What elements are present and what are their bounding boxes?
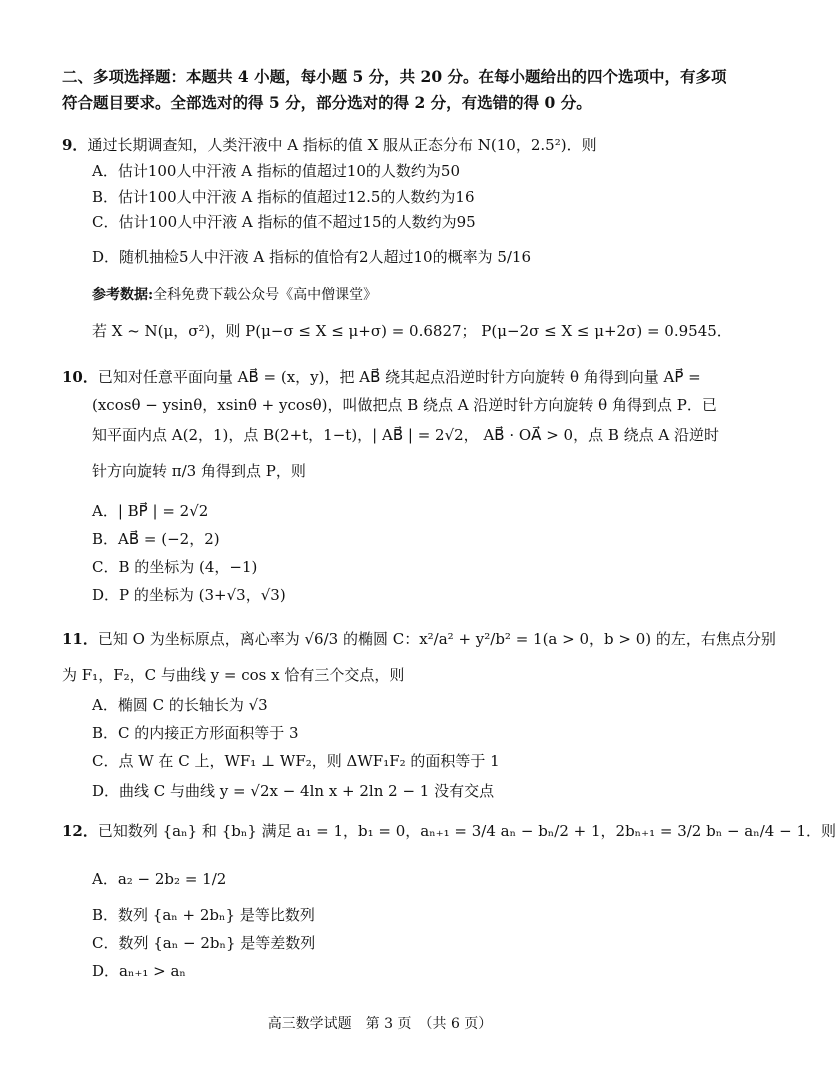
question-12-option-c: C．数列 {aₙ − 2bₙ} 是等差数列	[92, 934, 316, 952]
question-11-option-c: C．点 W 在 C 上，WF₁ ⊥ WF₂，则 ΔWF₁F₂ 的面积等于 1	[92, 752, 500, 770]
question-9-number: 9．	[62, 136, 88, 154]
question-10-stem-line2: (xcosθ − ysinθ，xsinθ + ycosθ)，叫做把点 B 绕点 A 沿逆时针方向旋转 θ 角得到点 P．已	[92, 396, 717, 414]
question-9-reference	[92, 284, 377, 306]
question-12-option-b: B．数列 {aₙ + 2bₙ} 是等比数列	[92, 906, 315, 924]
section-header-line1: 二、多项选择题：本题共 4 小题，每小题 5 分，共 20 分。在每小题给出的四个选项中，有多项	[62, 67, 727, 86]
question-9-option-b: B．估计100人中汗液 A 指标的值超过12.5的人数约为16	[92, 188, 475, 206]
question-9-option-c: C．估计100人中汗液 A 指标的值不超过15的人数约为95	[92, 213, 476, 231]
question-9-stem	[62, 134, 597, 156]
question-11-number: 11．	[62, 630, 98, 648]
question-9-reference-formula: 若 X ~ N(μ，σ²)，则 P(μ−σ ≤ X ≤ μ+σ) = 0.6827； P(μ−2σ ≤ X ≤ μ+2σ) = 0.9545．	[92, 322, 732, 340]
question-12-text: 已知数列 {aₙ} 和 {bₙ} 满足 a₁ = 1，b₁ = 0，aₙ₊₁ = 3/4 aₙ − bₙ/2 + 1，2bₙ₊₁ = 3/2 bₙ − aₙ/4 − 1．则	[97, 822, 836, 840]
question-10-option-b: B．AB⃗ = (−2，2)	[92, 530, 220, 548]
question-12-option-a: A．a₂ − 2b₂ = 1/2	[92, 870, 227, 888]
question-11-text-line1: 已知 O 为坐标原点，离心率为 √6/3 的椭圆 C：x²/a² + y²/b² = 1(a > 0，b > 0) 的左，右焦点分别	[97, 630, 776, 648]
question-9-text: 通过长期调查知，人类汗液中 A 指标的值 X 服从正态分布 N(10，2.5²)．则	[87, 136, 597, 154]
question-10-stem-line3: 知平面内点 A(2，1)，点 B(2+t，1−t)，| AB⃗ | = 2√2， AB⃗ · OA⃗ > 0，点 B 绕点 A 沿逆时	[92, 426, 720, 444]
question-10-text-line1: 已知对任意平面向量 AB⃗ = (x，y)，把 AB⃗ 绕其起点沿逆时针方向旋转 θ 角得到向量 AP⃗ =	[97, 368, 701, 386]
question-11-option-b: B．C 的内接正方形面积等于 3	[92, 724, 299, 742]
question-11-option-d: D．曲线 C 与曲线 y = √2x − 4ln x + 2ln 2 − 1 没有交点	[92, 782, 495, 800]
question-10-option-d: D．P 的坐标为 (3+√3，√3)	[92, 586, 286, 604]
question-11-stem-line1	[62, 628, 776, 650]
question-10-number: 10．	[62, 368, 98, 386]
section-header-line2: 符合题目要求。全部选对的得 5 分，部分选对的得 2 分，有选错的得 0 分。	[62, 93, 592, 112]
page-footer: 高三数学试题 第 3 页 （共 6 页）	[267, 1016, 493, 1032]
question-10-option-c: C．B 的坐标为 (4，−1)	[92, 558, 258, 576]
reference-label: 参考数据:	[92, 287, 154, 303]
question-11-stem-line2: 为 F₁，F₂，C 与曲线 y = cos x 恰有三个交点，则	[62, 666, 405, 684]
question-12-number: 12．	[62, 822, 98, 840]
question-12-stem	[62, 820, 836, 842]
question-10-stem-line4: 针方向旋转 π/3 角得到点 P，则	[92, 462, 306, 480]
question-12-option-d: D．aₙ₊₁ > aₙ	[92, 962, 186, 980]
question-11-option-a: A．椭圆 C 的长轴长为 √3	[92, 696, 268, 714]
question-9-option-d: D．随机抽检5人中汗液 A 指标的值恰有2人超过10的概率为 5/16	[92, 248, 532, 266]
question-10-stem-line1	[62, 366, 701, 388]
question-10-option-a: A．| BP⃗ | = 2√2	[92, 502, 209, 520]
reference-text: 全科免费下载公众号《高中僧课堂》	[153, 287, 378, 303]
question-9-option-a: A．估计100人中汗液 A 指标的值超过10的人数约为50	[92, 162, 461, 180]
